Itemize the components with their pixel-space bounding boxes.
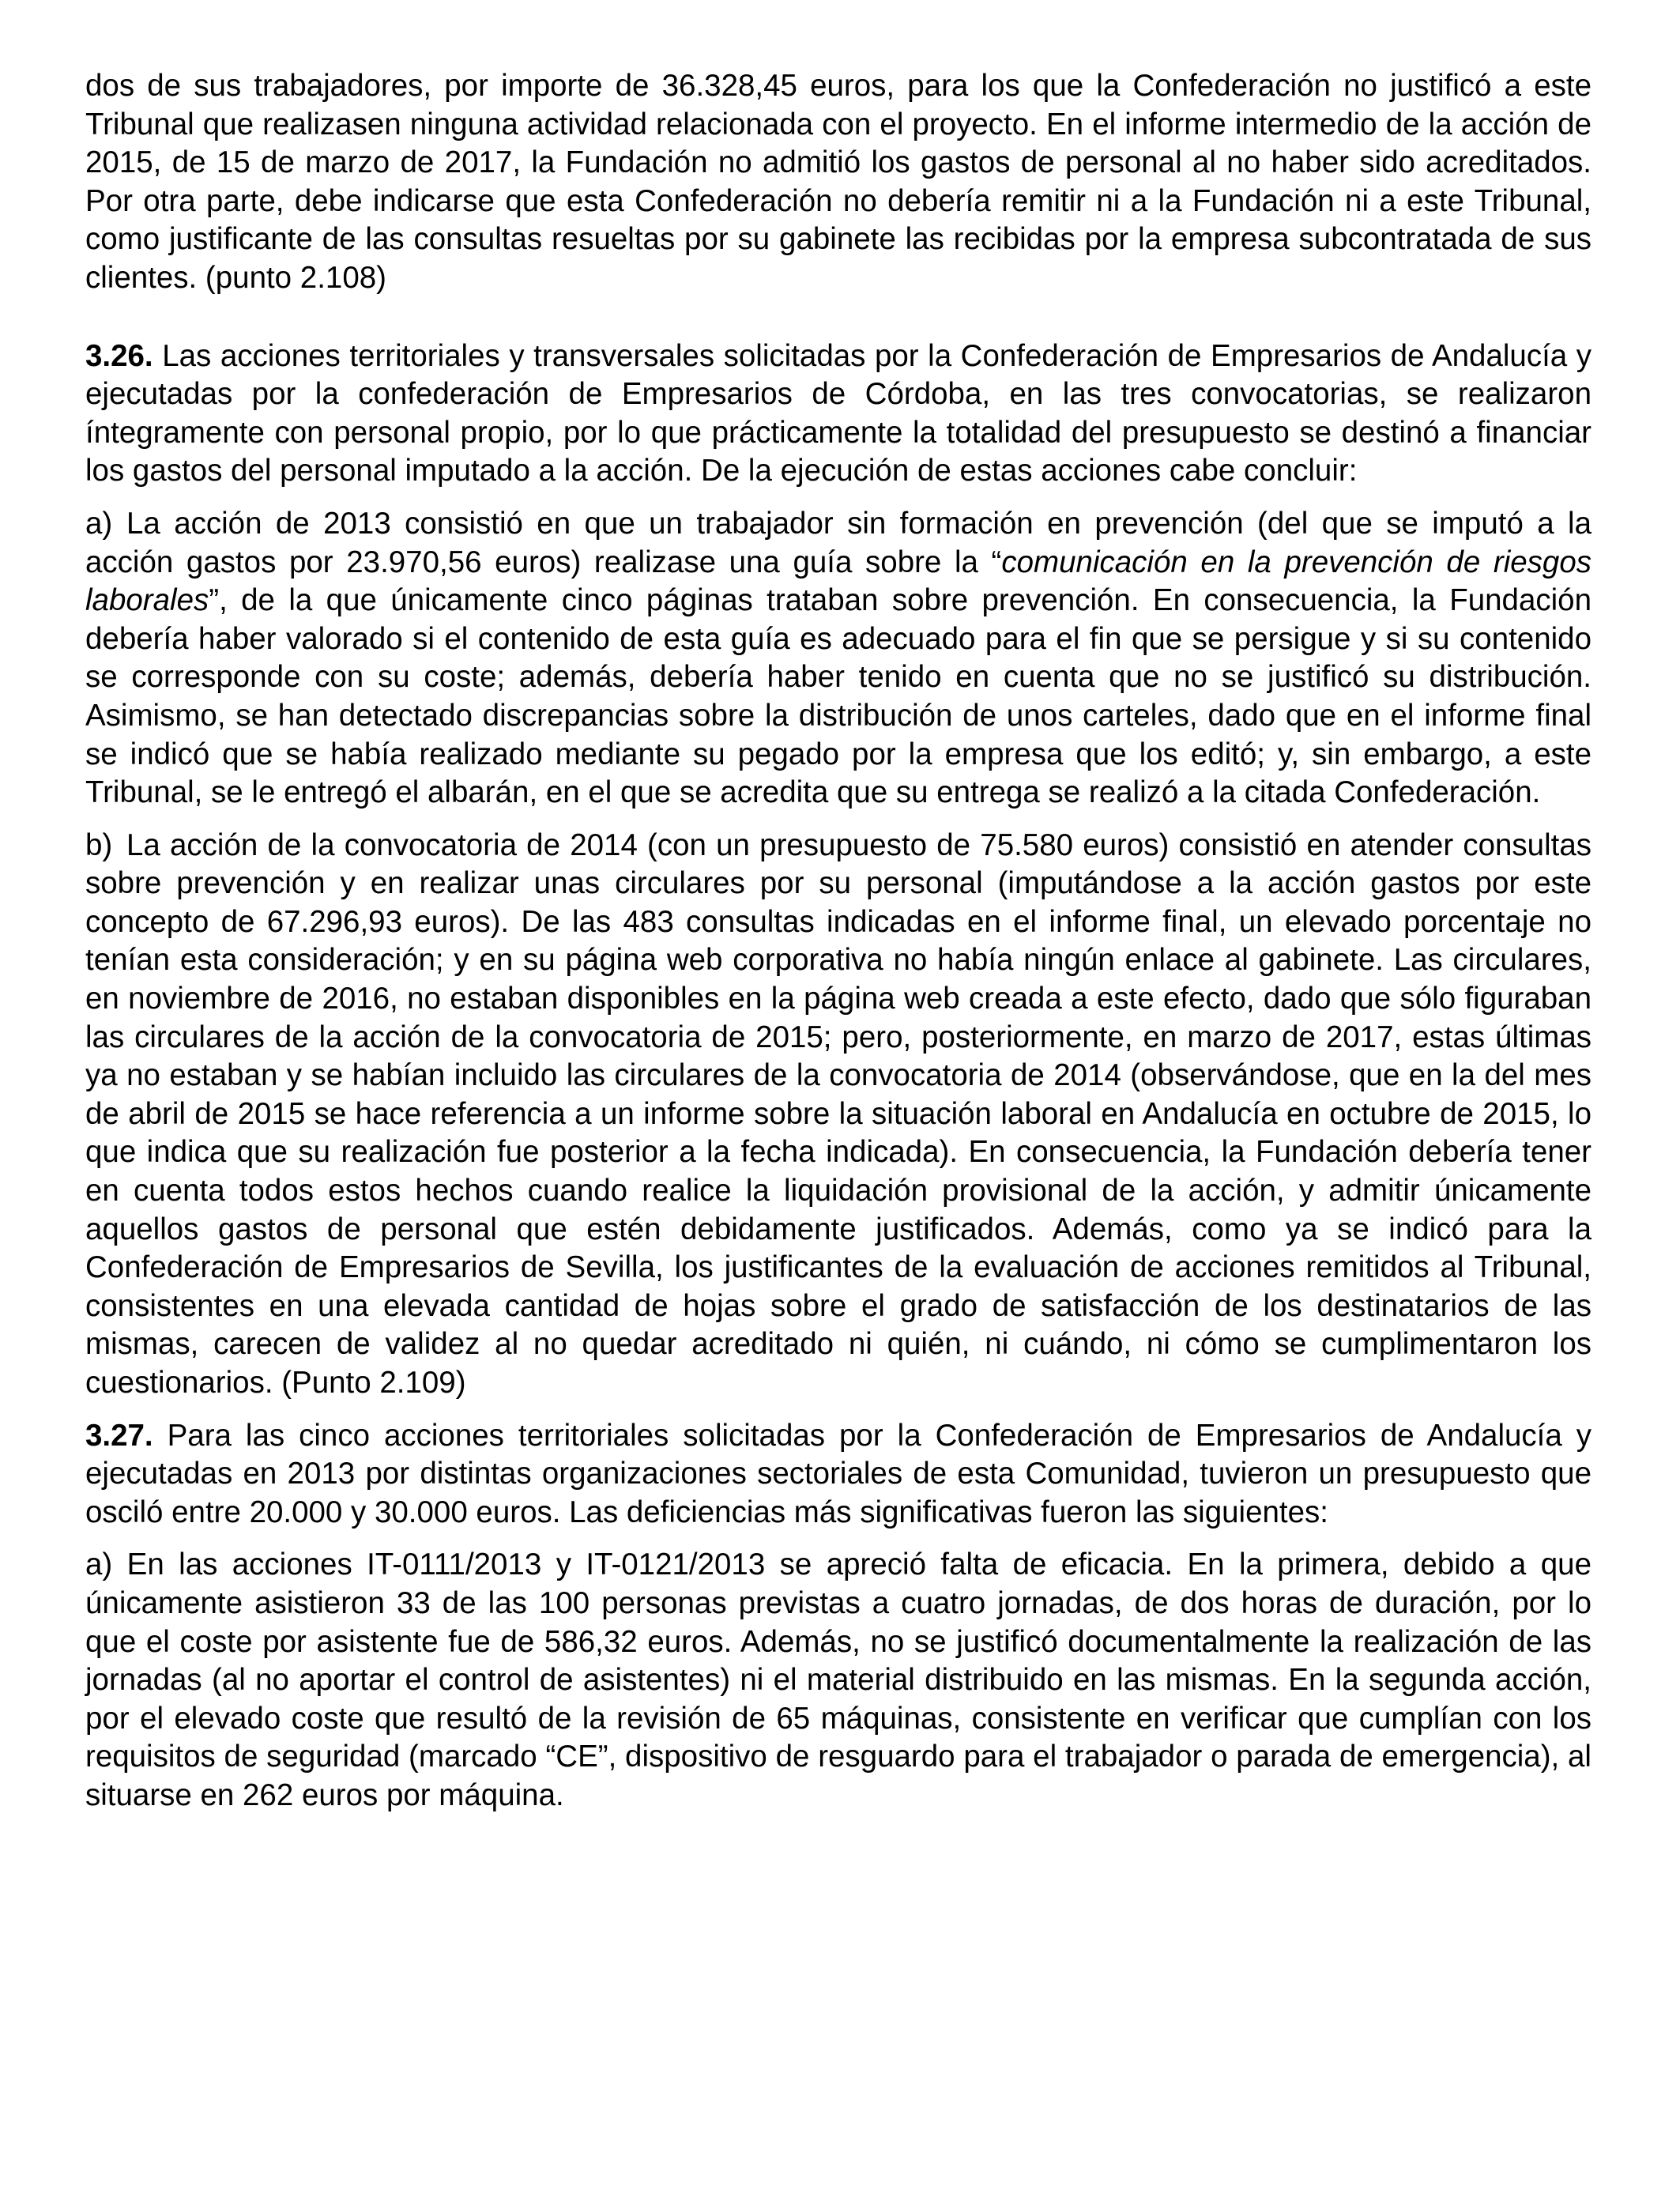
paragraph-continuation	[85, 67, 1591, 298]
item-text-part-1: La acción de 2013 consistió en que un trabajador sin formación en prevención (del que se imputó a la acción gastos por 23.970,56 euros) realizase una guía sobre la “	[85, 506, 1591, 579]
item-text: La acción de la convocatoria de 2014 (con un presupuesto de 75.580 euros) consistió en atender consultas sobre prevención y en realizar unas circulares por su personal (imputándose a la acción gastos por este concepto de 67.296,93 euros). De las 483 consultas indicadas en el informe final, un elevado porcentaje no tenían esta consideración; y en su página web corporativa no había ningún enlace al gabinete. Las circulares, en noviembre de 2016, no estaban disponibles en la página web creada a este efecto, dado que sólo figuraban las circulares de la acción de la convocatoria de 2015; pero, posteriormente, en marzo de 2017, estas últimas ya no estaban y se habían incluido las circulares de la convocatoria de 2014 (observándose, que en la del mes de abril de 2015 se hace referencia a un informe sobre la situación laboral en Andalucía en octubre de 2015, lo que indica que su realización fue posterior a la fecha indicada). En consecuencia, la Fundación debería tener en cuenta todos estos hechos cuando realice la liquidación provisional de la acción, y admitir únicamente aquellos gastos de personal que estén debidamente justificados. Además, como ya se indicó para la Confederación de Empresarios de Sevilla, los justificantes de la evaluación de acciones remitidos al Tribunal, consistentes en una elevada cantidad de hojas sobre el grado de satisfacción de los destinatarios de las mismas, carecen de validez al no quedar acreditado ni quién, ni cuándo, ni cómo se cumplimentaron los cuestionarios. (Punto 2.109)	[85, 827, 1591, 1400]
section-3-27-item-a	[85, 1546, 1591, 1815]
section-3-26-intro	[85, 337, 1591, 491]
item-label: a)	[85, 1547, 113, 1582]
item-italic-title: comunicación en la prevención de riesgos laborales	[85, 545, 1591, 618]
section-number: 3.27.	[85, 1418, 153, 1453]
document-page	[85, 67, 1591, 1830]
section-3-26-item-a	[85, 505, 1591, 812]
item-label: b)	[85, 827, 113, 862]
section-text: Para las cinco acciones territoriales solicitadas por la Confederación de Empresarios de Andalucía y ejecutadas en 2013 por distintas organizaciones sectoriales de esta Comunidad, tuvieron un presupuesto que osciló entre 20.000 y 30.000 euros. Las deficiencias más significativas fueron las siguientes:	[85, 1418, 1591, 1529]
section-3-27-intro	[85, 1417, 1591, 1532]
item-text: En las acciones IT-0111/2013 y IT-0121/2013 se apreció falta de eficacia. En la primera, debido a que únicamente asistieron 33 de las 100 personas previstas a cuatro jornadas, de dos horas de duración, por lo que el coste por asistente fue de 586,32 euros. Además, no se justificó documentalmente la realización de las jornadas (al no aportar el control de asistentes) ni el material distribuido en las mismas. En la segunda acción, por el elevado coste que resultó de la revisión de 65 máquinas, consistente en verificar que cumplían con los requisitos de seguridad (marcado “CE”, dispositivo de resguardo para el trabajador o parada de emergencia), al situarse en 262 euros por máquina.	[85, 1547, 1591, 1812]
section-text: Las acciones territoriales y transversales solicitadas por la Confederación de Empresarios de Andalucía y ejecutadas por la confederación de Empresarios de Córdoba, en las tres convocatorias, se realizaron íntegramente con personal propio, por lo que prácticamente la totalidad del presupuesto se destinó a financiar los gastos del personal imputado a la acción. De la ejecución de estas acciones cabe concluir:	[85, 338, 1591, 488]
item-label: a)	[85, 506, 113, 541]
section-3-26-item-b	[85, 827, 1591, 1403]
section-number: 3.26.	[85, 338, 153, 373]
paragraph-text: dos de sus trabajadores, por importe de 36.328,45 euros, para los que la Confederación no justificó a este Tribunal que realizasen ninguna actividad relacionada con el proyecto. En el informe intermedio de la acción de 2015, de 15 de marzo de 2017, la Fundación no admitió los gastos de personal al no haber sido acreditados. Por otra parte, debe indicarse que esta Confederación no debería remitir ni a la Fundación ni a este Tribunal, como justificante de las consultas resueltas por su gabinete las recibidas por la empresa subcontratada de sus clientes. (punto 2.108)	[85, 69, 1591, 295]
item-text-part-2: ”, de la que únicamente cinco páginas trataban sobre prevención. En consecuencia, la Fundación debería haber valorado si el contenido de esta guía es adecuado para el fin que se persigue y si su contenido se corresponde con su coste; además, debería haber tenido en cuenta que no se justificó su distribución. Asimismo, se han detectado discrepancias sobre la distribución de unos carteles, dado que en el informe final se indicó que se había realizado mediante su pegado por la empresa que los editó; y, sin embargo, a este Tribunal, se le entregó el albarán, en el que se acredita que su entrega se realizó a la citada Confederación.	[85, 583, 1591, 810]
